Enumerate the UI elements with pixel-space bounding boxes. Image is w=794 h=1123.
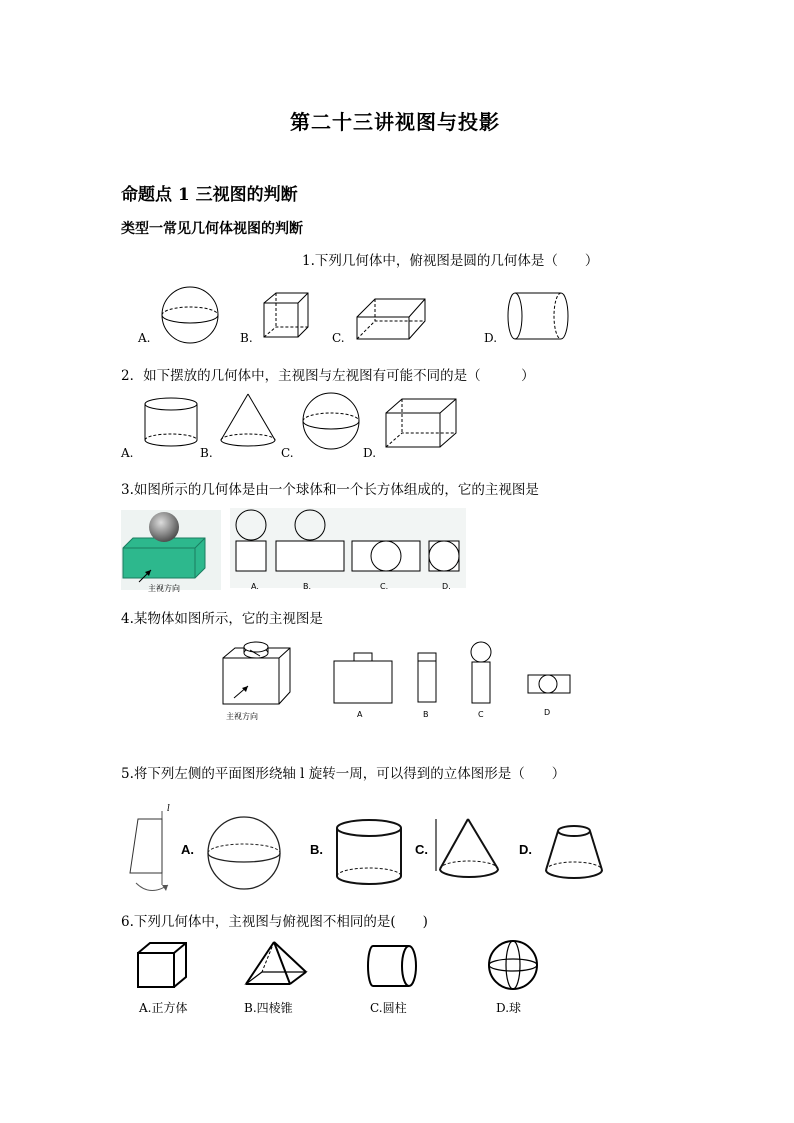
q5-cylinder-figure [333,818,405,888]
q6-option-b-label: B.四棱锥 [244,1001,293,1015]
q4-option-c-figure [469,641,493,705]
q3-view-direction-label: 主视方向 [148,584,180,593]
q2-sphere-figure [301,391,361,451]
question-4-text: 4.某物体如图所示，它的主视图是 [121,611,323,627]
q5-option-d-label: D. [519,842,532,857]
q5-option-a-label: A. [181,842,194,857]
q5-frustum-figure [543,822,605,882]
q4-view-direction-label: 主视方向 [226,712,258,721]
q4-option-b-label: B [423,710,429,719]
q3-sphere-on-box-figure [121,510,221,590]
q3-option-b-label: B. [303,582,312,591]
q3-option-c-label: C. [380,582,389,591]
q2-option-b-label: B. [200,446,213,460]
section-heading: 命题点 1 三视图的判断 [121,185,298,205]
q1-option-a-label: A. [138,331,151,345]
q6-option-a-label: A.正方体 [139,1001,188,1015]
q6-cube-figure [136,941,188,989]
q6-cylinder-figure [367,944,419,988]
q1-option-d-label: D. [484,331,498,345]
q1-cuboid-figure [355,297,427,342]
q2-cylinder-figure [142,396,200,448]
q4-option-c-label: C [478,710,484,719]
q1-sphere-figure [160,285,220,345]
page-title: 第二十三讲视图与投影 [290,110,500,134]
q4-option-b-figure [417,652,437,704]
q6-option-c-label: C.圆柱 [370,1001,407,1015]
q3-option-a-label: A. [251,582,259,591]
q4-option-d-label: D [544,708,551,717]
q1-option-c-label: C. [332,331,345,345]
q6-pyramid-figure [244,940,308,988]
q2-cone-figure [218,392,278,450]
question-6-text: 6.下列几何体中，主视图与俯视图不相同的是( ) [121,914,428,930]
q2-option-c-label: C. [281,446,294,460]
q4-option-a-label: A [357,710,363,719]
q4-option-a-figure [332,651,394,705]
q5-option-c-label: C. [415,842,428,857]
q4-object-figure [220,638,294,706]
q1-option-b-label: B. [240,331,253,345]
q2-cuboid-figure [384,397,458,449]
q6-option-d-label: D.球 [496,1001,522,1015]
q5-sphere-figure [205,814,283,892]
q2-option-a-label: A. [121,446,134,460]
q2-option-d-label: D. [363,446,377,460]
subsection-heading: 类型一常见几何体视图的判断 [121,221,303,237]
q1-horizontal-cylinder-figure [505,290,571,342]
question-2-text: 2．如下摆放的几何体中，主视图与左视图有可能不同的是（ ） [121,368,535,384]
q5-plane-shape-figure [122,805,182,895]
question-1-text: 1.下列几何体中，俯视图是圆的几何体是（ ） [302,253,599,269]
q3-option-d-label: D. [442,582,451,591]
question-3-text: 3.如图所示的几何体是由一个球体和一个长方体组成的，它的主视图是 [121,482,539,498]
q1-cube-figure [262,291,312,341]
q5-axis-label: l [167,804,170,814]
q5-option-b-label: B. [310,842,323,857]
q5-cone-figure [432,817,502,881]
question-5-text: 5.将下列左侧的平面图形绕轴 l 旋转一周，可以得到的立体图形是（ ） [121,766,566,782]
q4-option-d-figure [526,673,572,695]
q3-options-figure [230,508,466,588]
q6-sphere-figure [487,939,539,991]
